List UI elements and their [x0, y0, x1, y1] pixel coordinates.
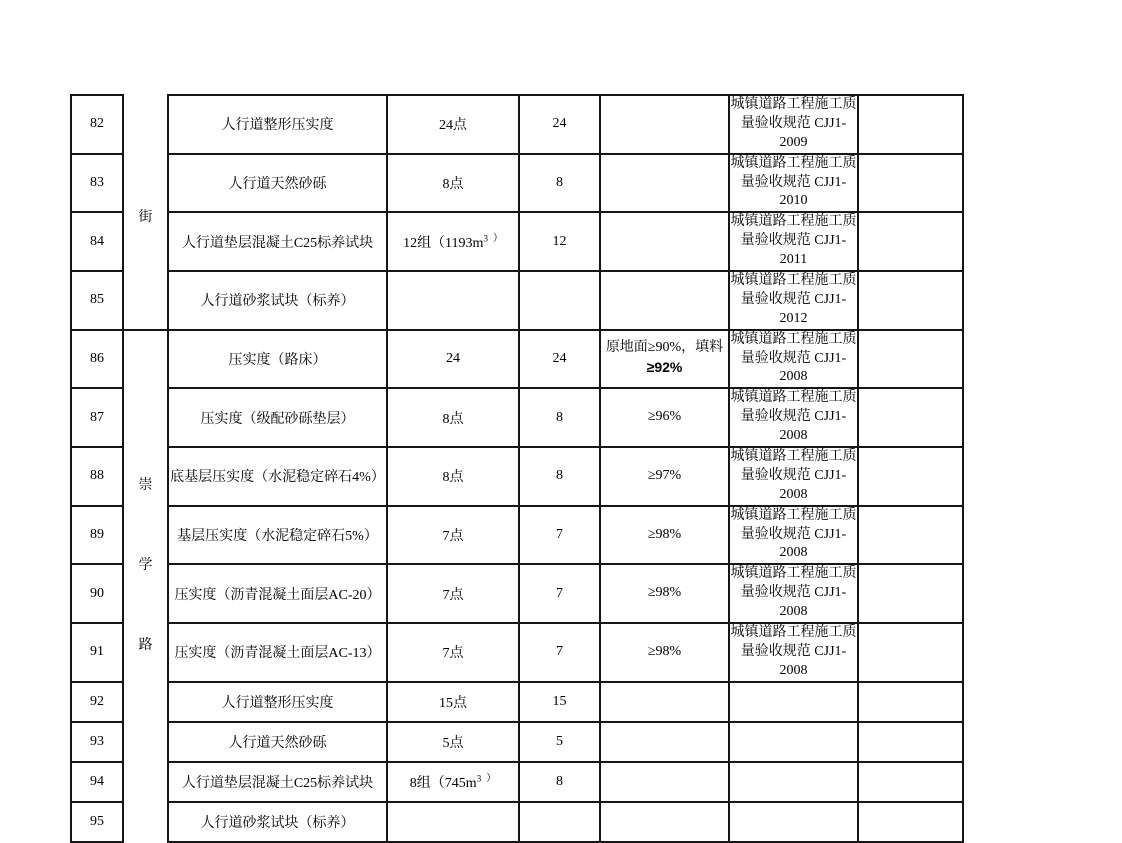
row-number-cell	[71, 564, 123, 623]
standard-cell	[729, 447, 858, 506]
row-number: 91	[90, 644, 104, 660]
count-cell	[519, 95, 600, 154]
requirement-cell	[600, 154, 729, 213]
quantity-cell	[387, 722, 519, 762]
row-number-cell	[71, 682, 123, 722]
standard-cell	[729, 95, 858, 154]
standard-cell	[729, 762, 858, 802]
item-label: 人行道砂浆试块（标养）	[200, 815, 355, 831]
row-number-cell	[71, 388, 123, 447]
quantity-cell	[387, 95, 519, 154]
requirement-text: ≥98%	[647, 526, 682, 542]
item-cell	[168, 623, 387, 682]
requirement-text: ≥96%	[647, 409, 682, 425]
item-cell	[168, 95, 387, 154]
count-cell	[519, 722, 600, 762]
requirement-cell	[600, 682, 729, 722]
blank-cell	[858, 623, 963, 682]
item-cell	[168, 154, 387, 213]
standard-cell	[729, 564, 858, 623]
row-number: 84	[90, 233, 104, 249]
table-row	[71, 762, 963, 802]
item-label: 人行道天然砂砾	[228, 177, 327, 192]
blank-cell	[858, 802, 963, 842]
row-number-cell	[71, 447, 123, 506]
row-number: 87	[90, 409, 104, 425]
item-cell	[168, 722, 387, 762]
row-number-cell	[71, 271, 123, 330]
row-number-cell	[71, 212, 123, 271]
blank-cell	[858, 506, 963, 565]
item-cell	[168, 802, 387, 842]
document-page	[70, 94, 964, 843]
count-cell	[519, 447, 600, 506]
blank-cell	[858, 564, 963, 623]
requirement-cell	[600, 447, 729, 506]
road-name-char: 崇	[138, 478, 153, 494]
quantity-text: 12组（1193m	[403, 235, 484, 251]
count-cell	[519, 330, 600, 389]
count-cell	[519, 682, 600, 722]
row-number-cell	[71, 95, 123, 154]
requirement-cell	[600, 506, 729, 565]
standard-text: 城镇道路工程施工质量验收规范 CJJ1-2012	[730, 273, 857, 326]
row-number: 93	[90, 733, 104, 749]
road-name-cell	[123, 95, 168, 330]
blank-cell	[858, 722, 963, 762]
quantity-cell	[387, 802, 519, 842]
standard-text: 城镇道路工程施工质量验收规范 CJJ1-2008	[730, 449, 857, 502]
row-number: 89	[90, 527, 104, 543]
item-cell	[168, 564, 387, 623]
quantity-text: 7点	[442, 529, 464, 545]
standard-cell	[729, 682, 858, 722]
count-cell	[519, 506, 600, 565]
count-cell	[519, 564, 600, 623]
table-row	[71, 212, 963, 271]
item-cell	[168, 506, 387, 565]
count-value: 7	[556, 644, 563, 660]
row-number: 90	[90, 585, 104, 601]
row-number-cell	[71, 330, 123, 389]
requirement-cell	[600, 623, 729, 682]
item-label: 人行道天然砂砾	[228, 735, 327, 751]
count-cell	[519, 623, 600, 682]
item-cell	[168, 271, 387, 330]
row-number: 92	[90, 693, 104, 709]
standard-cell	[729, 388, 858, 447]
quantity-text: 8点	[442, 177, 464, 192]
standard-cell	[729, 154, 858, 213]
requirement-cell	[600, 802, 729, 842]
table-row	[71, 388, 963, 447]
table-row	[71, 154, 963, 213]
quantity-text: 7点	[442, 646, 464, 662]
blank-cell	[858, 447, 963, 506]
count-cell	[519, 388, 600, 447]
requirement-text: ≥97%	[647, 467, 682, 483]
standard-text: 城镇道路工程施工质量验收规范 CJJ1-2008	[730, 331, 857, 385]
quantity-cell	[387, 271, 519, 330]
superscript-exponent: 3	[476, 773, 482, 784]
quantity-text: 24	[446, 351, 460, 367]
table-row	[71, 682, 963, 722]
item-label: 压实度（沥青混凝土面层AC-20）	[174, 587, 381, 603]
count-cell	[519, 212, 600, 271]
blank-cell	[858, 154, 963, 213]
item-label: 基层压实度（水泥稳定碎石5%）	[177, 529, 378, 545]
road-name-char: 学	[138, 558, 153, 574]
row-number-cell	[71, 506, 123, 565]
blank-cell	[858, 682, 963, 722]
item-cell	[168, 762, 387, 802]
table-row	[71, 271, 963, 330]
quantity-cell	[387, 388, 519, 447]
requirement-cell	[600, 564, 729, 623]
row-number: 82	[90, 116, 104, 132]
requirement-text: ≥98%	[647, 643, 682, 659]
quantity-cell	[387, 762, 519, 802]
count-value: 8	[556, 175, 563, 190]
standard-text: 城镇道路工程施工质量验收规范 CJJ1-2011	[730, 214, 857, 268]
table-row	[71, 802, 963, 842]
table-row	[71, 623, 963, 682]
road-name-cell	[123, 330, 168, 842]
row-number: 86	[90, 351, 104, 367]
standard-text: 城镇道路工程施工质量验收规范 CJJ1-2008	[730, 390, 857, 444]
quantity-text: 7点	[442, 587, 464, 603]
count-value: 8	[556, 773, 563, 789]
table-row	[71, 564, 963, 623]
item-cell	[168, 447, 387, 506]
blank-cell	[858, 271, 963, 330]
row-number-cell	[71, 762, 123, 802]
row-number: 83	[90, 175, 104, 190]
inspection-table	[70, 94, 964, 843]
quantity-text: 15点	[439, 695, 467, 711]
row-number-cell	[71, 802, 123, 842]
quantity-cell	[387, 623, 519, 682]
item-label: 人行道垫层混凝土C25标养试块	[181, 775, 374, 791]
row-number: 94	[90, 773, 104, 789]
requirement-cell	[600, 330, 729, 389]
quantity-cell	[387, 447, 519, 506]
count-cell	[519, 762, 600, 802]
quantity-cell	[387, 330, 519, 389]
count-cell	[519, 802, 600, 842]
blank-cell	[858, 330, 963, 389]
standard-text: 城镇道路工程施工质量验收规范 CJJ1-2008	[730, 625, 857, 678]
item-label: 压实度（沥青混凝土面层AC-13）	[174, 646, 381, 662]
requirement-cell	[600, 95, 729, 154]
item-label: 人行道整形压实度	[221, 695, 334, 711]
quantity-text: 8组（745m	[409, 775, 477, 791]
quantity-cell	[387, 564, 519, 623]
blank-cell	[858, 95, 963, 154]
quantity-text: 24点	[439, 118, 467, 134]
standard-text: 城镇道路工程施工质量验收规范 CJJ1-2010	[730, 155, 857, 209]
item-cell	[168, 212, 387, 271]
count-cell	[519, 271, 600, 330]
quantity-cell	[387, 506, 519, 565]
blank-cell	[858, 762, 963, 802]
standard-text: 城镇道路工程施工质量验收规范 CJJ1-2008	[730, 507, 857, 561]
blank-cell	[858, 388, 963, 447]
count-value: 24	[552, 116, 567, 132]
quantity-text: 5点	[442, 735, 464, 751]
road-name-char: 街	[138, 209, 153, 225]
count-value: 7	[556, 585, 563, 601]
standard-cell	[729, 722, 858, 762]
count-value: 8	[556, 409, 563, 425]
row-number-cell	[71, 623, 123, 682]
row-number: 88	[90, 468, 104, 484]
requirement-cell	[600, 762, 729, 802]
standard-text: 城镇道路工程施工质量验收规范 CJJ1-2008	[730, 566, 857, 620]
requirement-cell	[600, 271, 729, 330]
item-cell	[168, 388, 387, 447]
item-label: 人行道砂浆试块（标养）	[200, 294, 355, 310]
road-name-char: 路	[138, 638, 153, 654]
item-cell	[168, 330, 387, 389]
quantity-text: 8点	[442, 411, 464, 427]
standard-cell	[729, 330, 858, 389]
standard-cell	[729, 271, 858, 330]
standard-cell	[729, 802, 858, 842]
requirement-text: ≥98%	[647, 585, 682, 601]
row-number: 95	[90, 813, 104, 829]
count-value: 12	[552, 233, 567, 249]
item-label: 底基层压实度（水泥稳定碎石4%）	[170, 470, 385, 486]
standard-cell	[729, 212, 858, 271]
blank-cell	[858, 212, 963, 271]
standard-cell	[729, 623, 858, 682]
count-value: 5	[556, 733, 563, 749]
requirement-text: 原地面≥90%，填料	[605, 340, 724, 356]
quantity-cell	[387, 154, 519, 213]
standard-cell	[729, 506, 858, 565]
inspection-table-body	[71, 95, 963, 842]
superscript-close-paren: ）	[492, 233, 503, 245]
row-number-cell	[71, 154, 123, 213]
item-label: 压实度（路床）	[228, 353, 327, 369]
count-value: 7	[556, 527, 563, 543]
item-cell	[168, 682, 387, 722]
standard-text: 城镇道路工程施工质量验收规范 CJJ1-2009	[730, 97, 857, 150]
superscript-exponent: 3	[483, 233, 488, 244]
count-value: 15	[552, 693, 567, 709]
requirement-cell	[600, 388, 729, 447]
requirement-cell	[600, 212, 729, 271]
table-row	[71, 95, 963, 154]
row-number-cell	[71, 722, 123, 762]
requirement-cell	[600, 722, 729, 762]
row-number: 85	[90, 292, 104, 308]
item-label: 压实度（级配砂砾垫层）	[200, 411, 355, 427]
quantity-cell	[387, 212, 519, 271]
road-name-vertical-text	[124, 199, 167, 225]
item-label: 人行道整形压实度	[221, 118, 334, 134]
table-row	[71, 722, 963, 762]
requirement-bold-text: ≥92%	[646, 359, 683, 376]
table-row	[71, 506, 963, 565]
item-label: 人行道垫层混凝土C25标养试块	[181, 235, 374, 251]
quantity-text: 8点	[442, 470, 464, 486]
count-value: 8	[556, 468, 563, 484]
table-row	[71, 330, 963, 389]
count-cell	[519, 154, 600, 213]
quantity-cell	[387, 682, 519, 722]
count-value: 24	[552, 351, 567, 367]
road-name-vertical-text	[124, 479, 167, 653]
superscript-close-paren: ）	[486, 773, 497, 785]
table-row	[71, 447, 963, 506]
